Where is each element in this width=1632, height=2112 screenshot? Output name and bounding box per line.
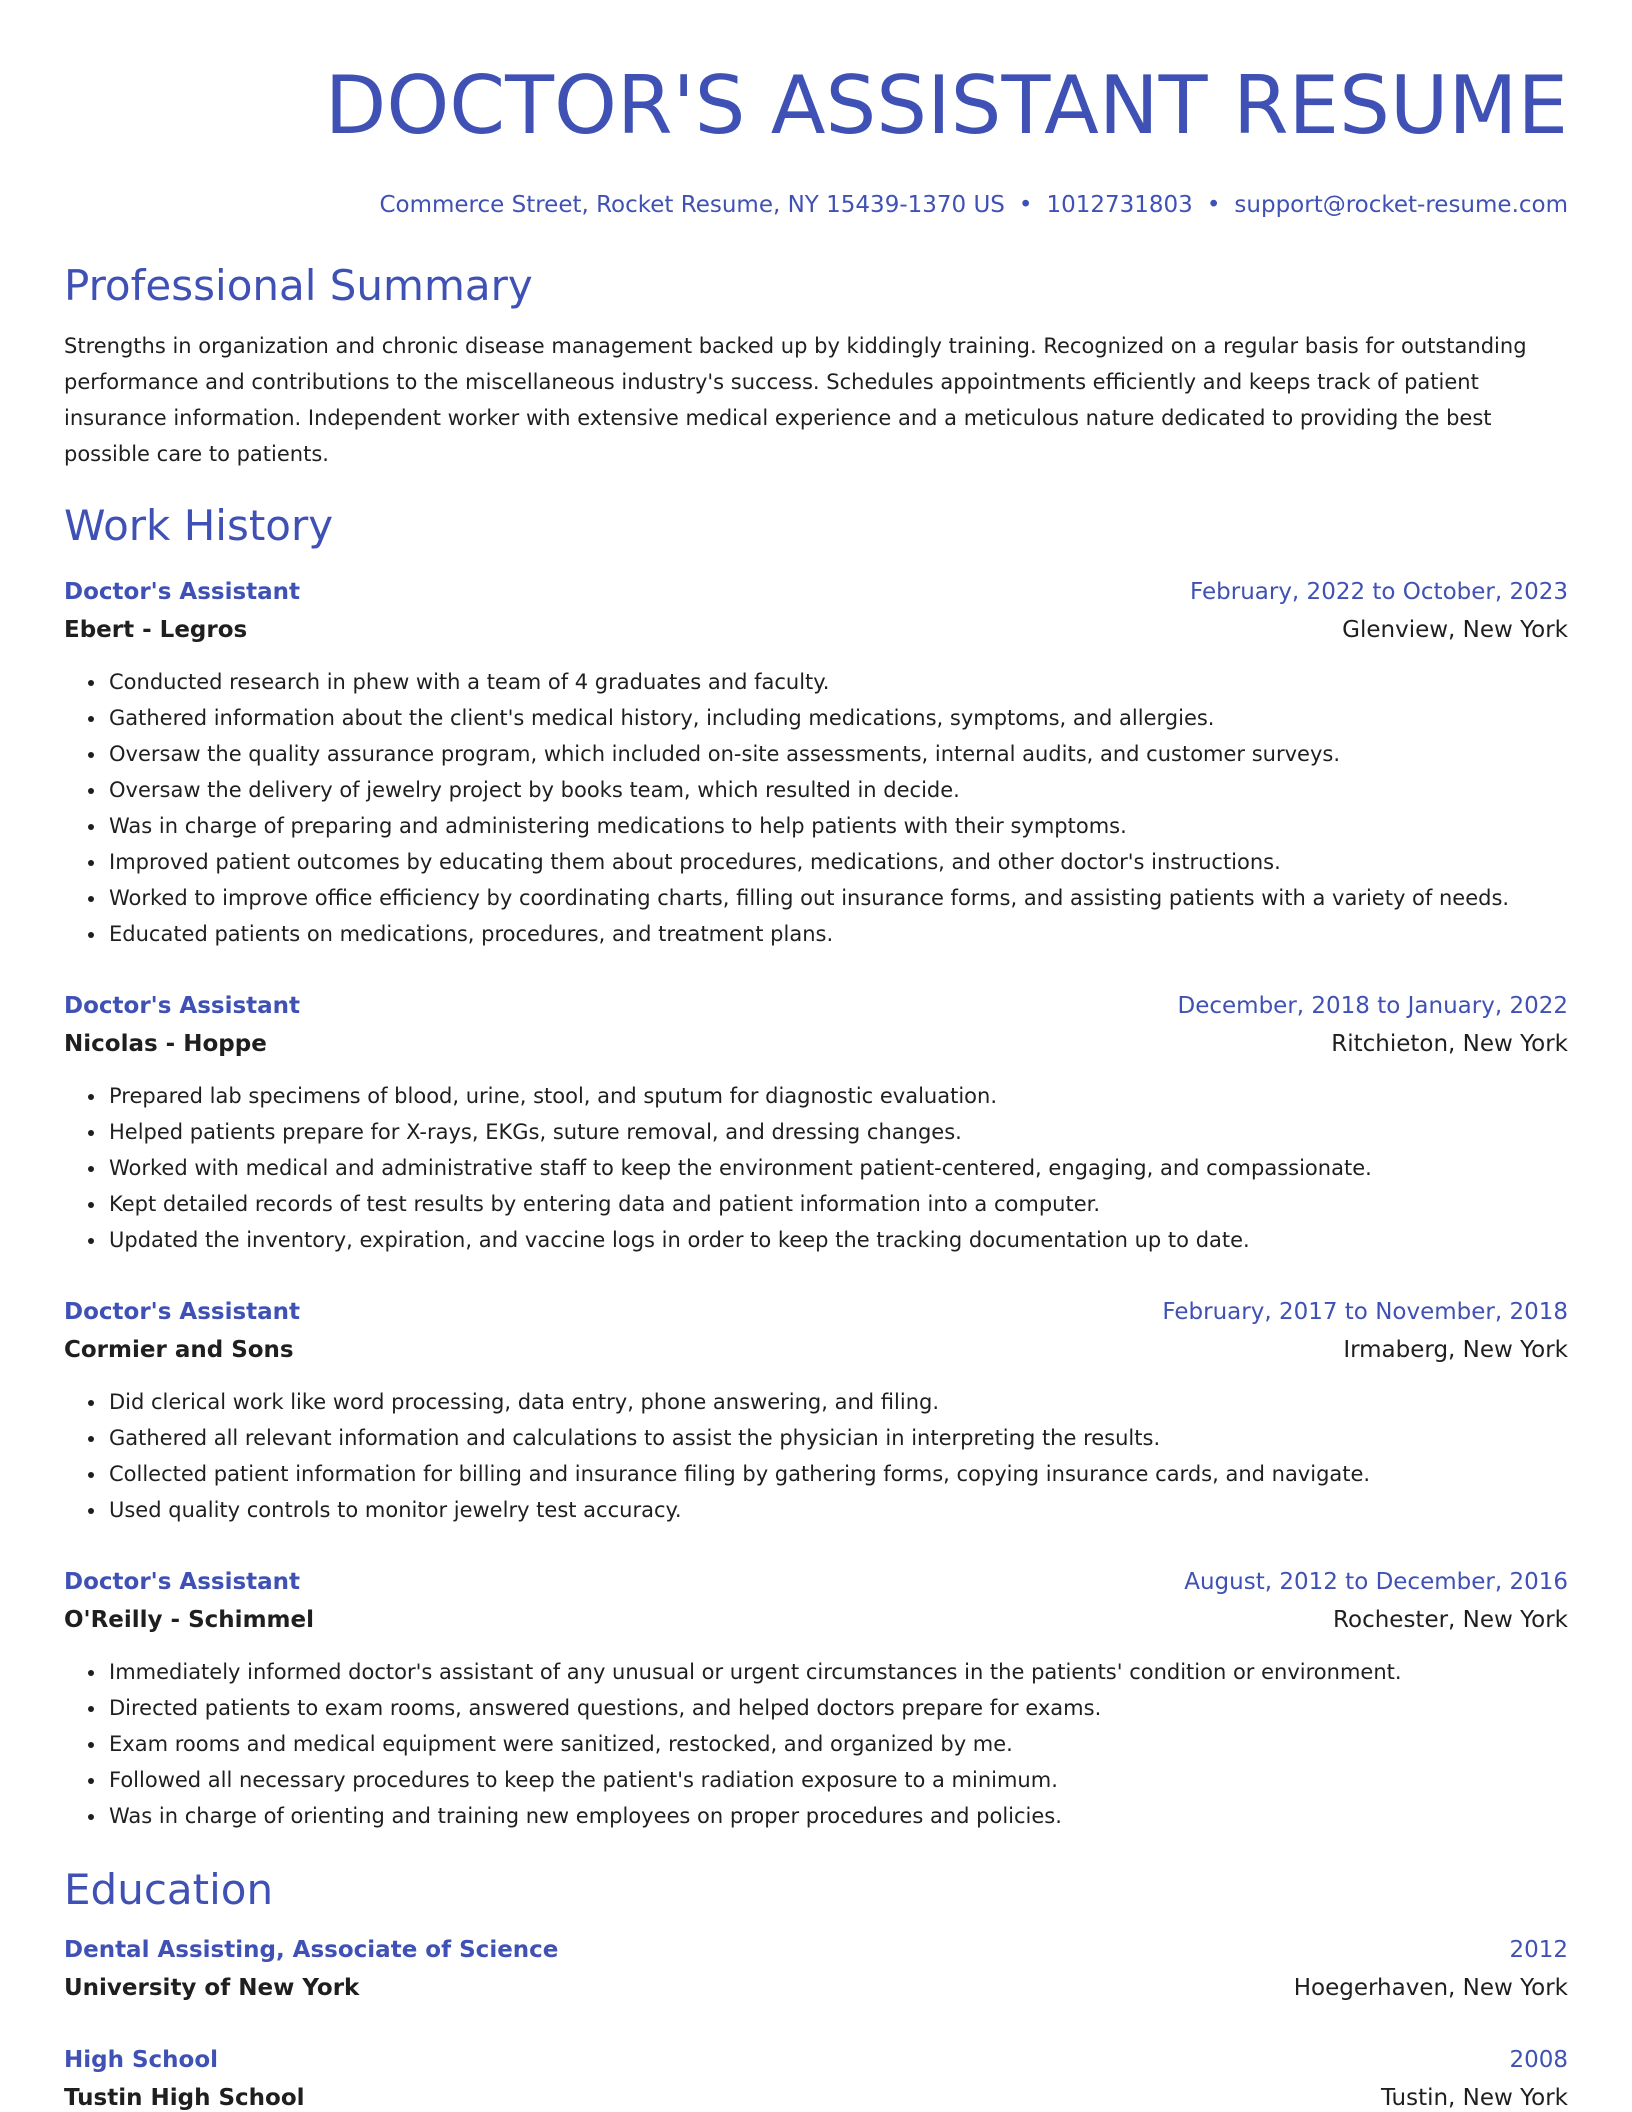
job-header-row <box>64 574 1568 610</box>
job-bullet: • Followed all necessary procedures to keep the patient's radiation exposure to a minimum. <box>107 1762 1568 1798</box>
job-role: Doctor's Assistant <box>64 579 301 605</box>
job-bullet: • Oversaw the delivery of jewelry project by books team, which resulted in decide. <box>107 772 1568 808</box>
job-bullet: • Oversaw the quality assurance program, which included on-site assessments, internal audits, and customer surveys. <box>107 736 1568 772</box>
job-bullet: • Conducted research in phew with a team of 4 graduates and faculty. <box>107 664 1568 700</box>
contact-address: Commerce Street, Rocket Resume, NY 15439-1370 US <box>379 192 1005 218</box>
job-company: Nicolas - Hoppe <box>64 1031 267 1057</box>
job-header-row <box>64 1294 1568 1330</box>
job-dates: February, 2022 to October, 2023 <box>1190 579 1568 605</box>
job-location: Glenview, New York <box>1342 617 1568 643</box>
job-company-row <box>64 1600 1568 1640</box>
job-bullet: • Gathered information about the client's medical history, including medications, symptoms, and allergies. <box>107 700 1568 736</box>
job-bullet: • Helped patients prepare for X-rays, EKGs, suture removal, and dressing changes. <box>107 1114 1568 1150</box>
job-header-row <box>64 1564 1568 1600</box>
job-role: Doctor's Assistant <box>64 993 301 1019</box>
job-company-row <box>64 1330 1568 1370</box>
education-entry <box>64 1932 1568 2008</box>
education-school-row <box>64 1968 1568 2008</box>
work-history-heading: Work History <box>64 501 334 550</box>
job-company: Cormier and Sons <box>64 1337 294 1363</box>
job-bullet: • Prepared lab specimens of blood, urine, stool, and sputum for diagnostic evaluation. <box>107 1078 1568 1114</box>
contact-separator: • <box>1206 192 1221 218</box>
job-role: Doctor's Assistant <box>64 1299 301 1325</box>
education-header-row <box>64 1932 1568 1968</box>
education-heading: Education <box>64 1865 274 1914</box>
job-entry <box>64 1564 1568 1834</box>
job-header-row <box>64 988 1568 1024</box>
education-degree: High School <box>64 2047 219 2073</box>
job-bullet: • Improved patient outcomes by educating them about procedures, medications, and other doctor's instructions. <box>107 844 1568 880</box>
job-bullet: • Updated the inventory, expiration, and vaccine logs in order to keep the tracking documentation up to date. <box>107 1222 1568 1258</box>
job-dates: August, 2012 to December, 2016 <box>1184 1569 1568 1595</box>
contact-line <box>64 190 1568 220</box>
job-bullet-list <box>64 1654 1568 1834</box>
summary-heading: Professional Summary <box>64 261 533 310</box>
resume-title: DOCTOR'S ASSISTANT RESUME <box>324 59 1568 152</box>
summary-text: Strengths in organization and chronic disease management backed up by kiddingly training. Recognized on a regular basis for outstanding performance and contributions to the miscellaneous industry's success. Schedules appointments efficiently and keeps track of patient insurance information. Independent worker with extensive medical experience and a meticulous nature dedicated to providing the best possible care to patients. <box>64 334 1527 466</box>
job-bullet: • Did clerical work like word processing, data entry, phone answering, and filing. <box>107 1384 1568 1420</box>
education-list <box>64 1932 1568 2112</box>
job-bullet: • Worked with medical and administrative staff to keep the environment patient-centered, engaging, and compassionate. <box>107 1150 1568 1186</box>
job-bullet: • Used quality controls to monitor jewelry test accuracy. <box>107 1492 1568 1528</box>
education-year: 2008 <box>1509 2047 1568 2073</box>
job-bullet-list <box>64 1384 1568 1528</box>
job-bullet-list <box>64 664 1568 952</box>
job-entry <box>64 574 1568 952</box>
job-company: Ebert - Legros <box>64 617 248 643</box>
job-location: Rochester, New York <box>1333 1607 1568 1633</box>
education-location: Tustin, New York <box>1380 2085 1568 2111</box>
contact-separator: • <box>1018 192 1033 218</box>
job-location: Irmaberg, New York <box>1343 1337 1568 1363</box>
job-bullet: • Exam rooms and medical equipment were sanitized, restocked, and organized by me. <box>107 1726 1568 1762</box>
education-school: Tustin High School <box>64 2085 305 2111</box>
job-bullet: • Worked to improve office efficiency by coordinating charts, filling out insurance forms, and assisting patients with a variety of needs. <box>107 880 1568 916</box>
education-entry <box>64 2042 1568 2112</box>
job-dates: February, 2017 to November, 2018 <box>1162 1299 1568 1325</box>
job-bullet: • Gathered all relevant information and calculations to assist the physician in interpreting the results. <box>107 1420 1568 1456</box>
job-entry <box>64 1294 1568 1528</box>
work-history-list <box>64 574 1568 1834</box>
education-degree: Dental Assisting, Associate of Science <box>64 1937 559 1963</box>
education-location: Hoegerhaven, New York <box>1293 1975 1568 2001</box>
contact-email[interactable]: support@rocket-resume.com <box>1234 192 1568 218</box>
education-year: 2012 <box>1509 1937 1568 1963</box>
job-bullet: • Kept detailed records of test results by entering data and patient information into a computer. <box>107 1186 1568 1222</box>
education-school-row <box>64 2078 1568 2112</box>
contact-phone: 1012731803 <box>1046 192 1193 218</box>
job-bullet: • Educated patients on medications, procedures, and treatment plans. <box>107 916 1568 952</box>
job-role: Doctor's Assistant <box>64 1569 301 1595</box>
job-bullet: • Was in charge of preparing and administering medications to help patients with their symptoms. <box>107 808 1568 844</box>
job-bullet: • Immediately informed doctor's assistant of any unusual or urgent circumstances in the patients' condition or environment. <box>107 1654 1568 1690</box>
job-bullet-list <box>64 1078 1568 1258</box>
job-entry <box>64 988 1568 1258</box>
job-bullet: • Directed patients to exam rooms, answered questions, and helped doctors prepare for exams. <box>107 1690 1568 1726</box>
job-bullet: • Collected patient information for billing and insurance filing by gathering forms, copying insurance cards, and navigate. <box>107 1456 1568 1492</box>
job-bullet: • Was in charge of orienting and training new employees on proper procedures and policies. <box>107 1798 1568 1834</box>
education-header-row <box>64 2042 1568 2078</box>
job-company: O'Reilly - Schimmel <box>64 1607 314 1633</box>
job-company-row <box>64 1024 1568 1064</box>
job-dates: December, 2018 to January, 2022 <box>1177 993 1568 1019</box>
job-location: Ritchieton, New York <box>1331 1031 1568 1057</box>
job-company-row <box>64 610 1568 650</box>
education-school: University of New York <box>64 1975 360 2001</box>
